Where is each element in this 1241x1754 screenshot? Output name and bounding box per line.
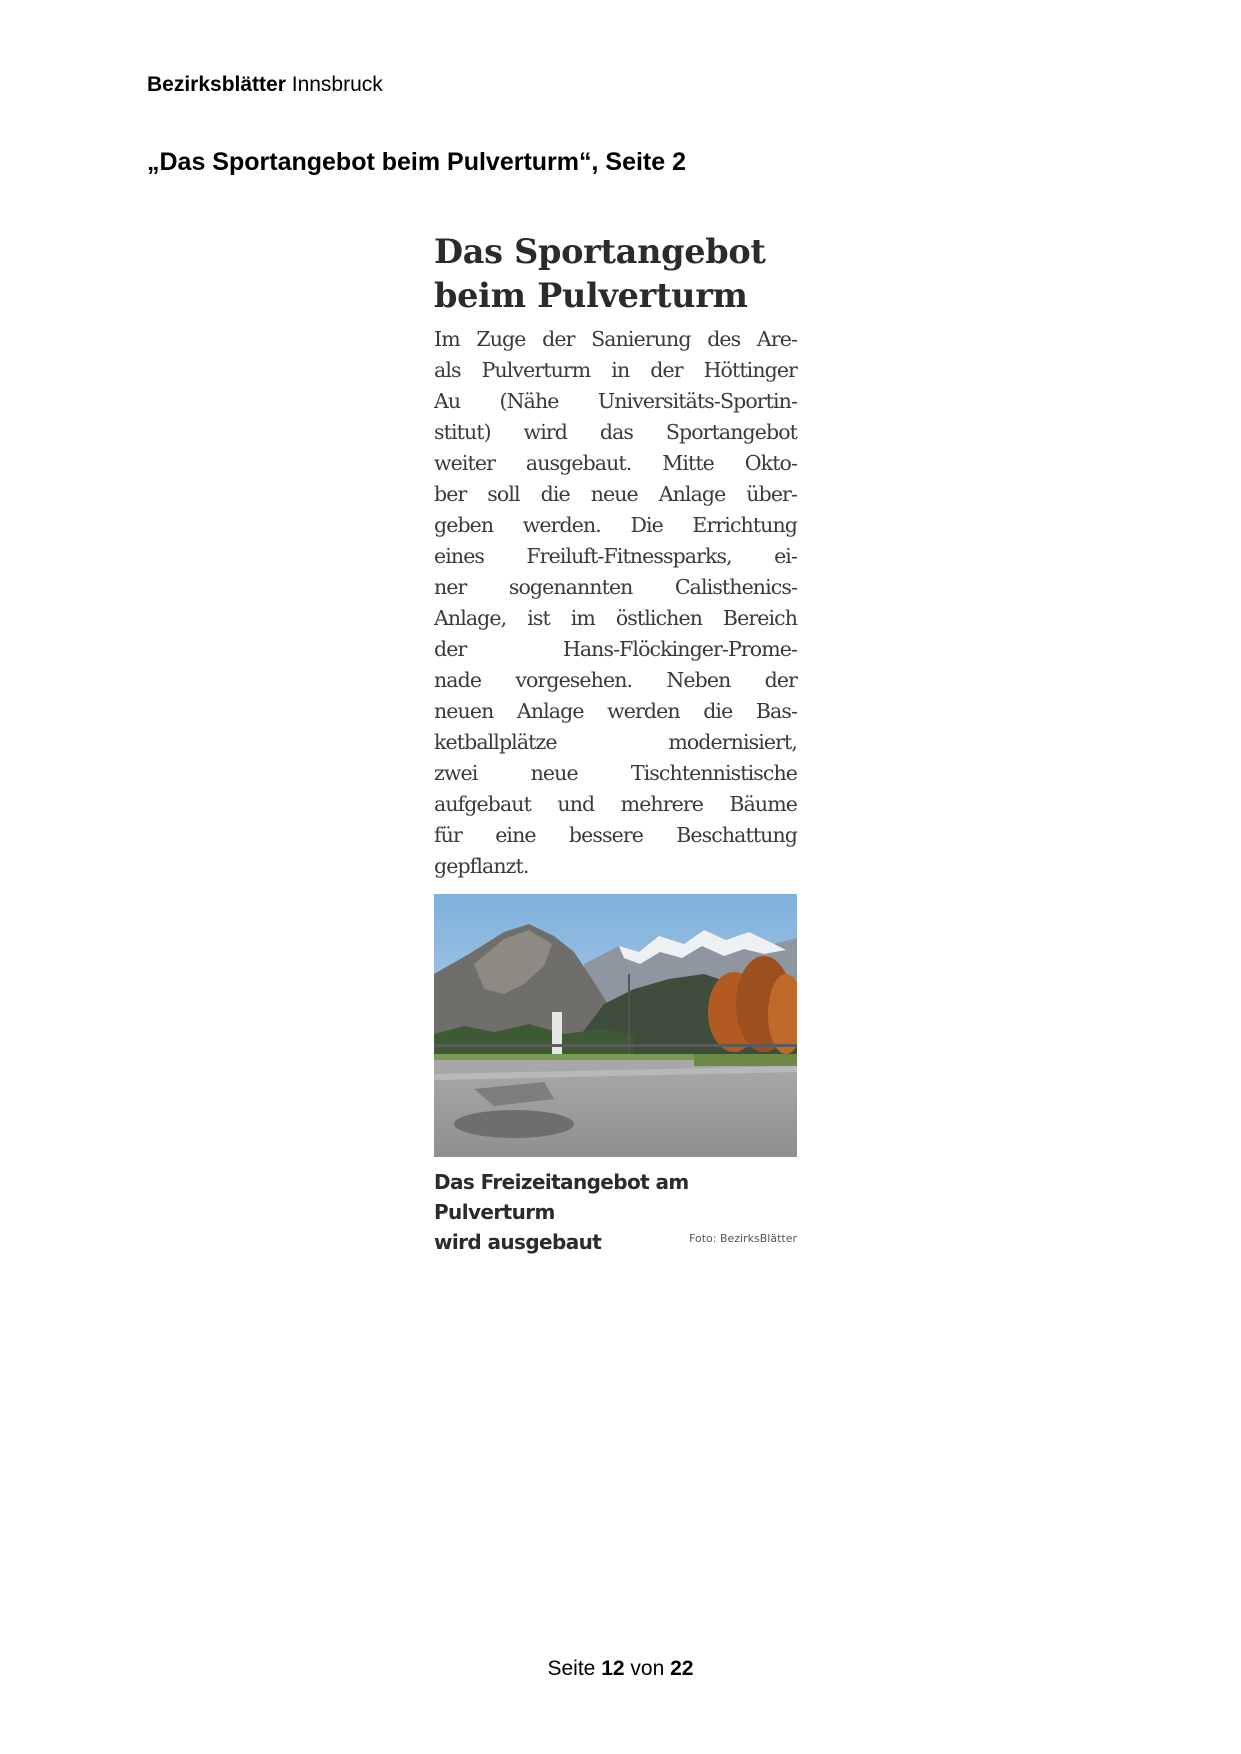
newspaper-clipping [434, 230, 797, 1257]
photo-caption [434, 1167, 797, 1257]
article-line: neuen Anlage werden die Bas- [434, 699, 797, 723]
article-line: eines Freiluft-Fitnessparks, ei- [434, 544, 797, 568]
article-body [434, 324, 797, 882]
article-headline [434, 230, 797, 318]
article-line: der Hans-Flöckinger-Prome- [434, 637, 797, 661]
footer-mid: von [630, 1657, 665, 1680]
headline-line: Das Sportangebot [434, 232, 766, 271]
brand-name: Bezirksblätter [147, 73, 286, 96]
article-line: Anlage, ist im östlichen Bereich [434, 606, 797, 630]
article-line: geben werden. Die Errichtung [434, 513, 797, 537]
article-line: ketballplätze modernisiert, [434, 730, 797, 754]
article-line: aufgebaut und mehrere Bäume [434, 792, 797, 816]
article-line: gepflanzt. [434, 854, 529, 878]
article-line: Im Zuge der Sanierung des Are- [434, 327, 797, 351]
footer-prefix: Seite [547, 1657, 596, 1680]
total-pages: 22 [670, 1657, 694, 1680]
page-footer [0, 1657, 1241, 1681]
article-line: weiter ausgebaut. Mitte Okto- [434, 451, 797, 475]
article-line: stitut) wird das Sportangebot [434, 420, 797, 444]
headline-line: beim Pulverturm [434, 276, 748, 315]
article-line: nade vorgesehen. Neben der [434, 668, 797, 692]
article-line: für eine bessere Beschattung [434, 823, 797, 847]
brand-region: Innsbruck [291, 73, 383, 96]
document-title: „Das Sportangebot beim Pulverturm“, Seite 2 [147, 148, 687, 176]
article-photo [434, 894, 797, 1157]
article-line: Au (Nähe Universitäts-Sportin- [434, 389, 797, 413]
current-page: 12 [601, 1657, 625, 1680]
article-line: als Pulverturm in der Höttinger [434, 358, 797, 382]
article-line: ber soll die neue Anlage über- [434, 482, 797, 506]
caption-line: Das Freizeitangebot am Pulverturm [434, 1170, 689, 1224]
page-header [147, 73, 383, 97]
article-line: zwei neue Tischtennistische [434, 761, 797, 785]
caption-line: wird ausgebaut [434, 1230, 602, 1254]
photo-credit: Foto: BezirksBlätter [689, 1232, 797, 1245]
article-line: ner sogenannten Calisthenics- [434, 575, 797, 599]
